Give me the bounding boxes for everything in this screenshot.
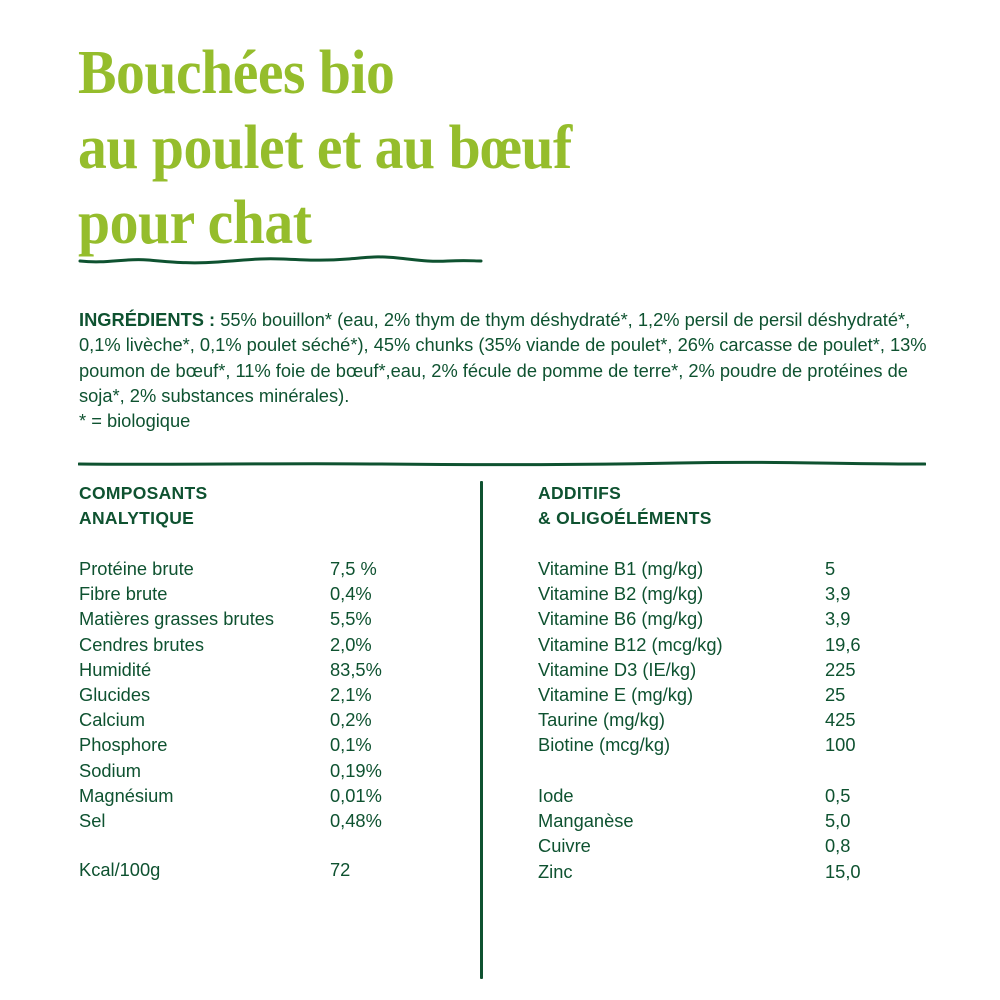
component-value: 0,19% [330,759,382,781]
additive-name: Taurine (mg/kg) [538,709,665,731]
list-item [538,783,861,808]
additive-value: 3,9 [825,583,851,605]
list-item [538,833,861,858]
list-item [79,632,382,657]
energy-list [79,857,350,882]
title-line-1: Bouchées bio [78,39,395,107]
component-name: Matières grasses brutes [79,608,275,630]
additive-name: Vitamine B6 (mg/kg) [538,608,704,630]
element-name: Cuivre [538,835,591,857]
component-name: Fibre brute [79,583,168,605]
section-divider-vertical [480,481,483,979]
additive-value: 225 [825,658,856,680]
ingredients-text [79,307,949,433]
list-item [79,808,382,833]
list-item [79,581,382,606]
analytical-components-list [79,556,382,833]
product-title [78,36,572,261]
component-value: 0,2% [330,709,372,731]
heading-line-1: COMPOSANTS [79,483,208,503]
additive-name: Vitamine D3 (IE/kg) [538,658,697,680]
list-item [538,657,861,682]
additive-value: 25 [825,683,846,705]
list-item [79,783,382,808]
component-name: Calcium [79,709,146,731]
component-name: Cendres brutes [79,633,204,655]
list-item [79,758,382,783]
heading-line-1: ADDITIFS [538,483,622,503]
component-value: 5,5% [330,608,372,630]
additive-value: 19,6 [825,633,861,655]
list-item [538,808,861,833]
component-value: 2,1% [330,683,372,705]
additive-name: Vitamine B2 (mg/kg) [538,583,704,605]
additives-heading [538,481,712,531]
title-underline-divider [78,254,483,268]
component-name: Phosphore [79,734,168,756]
element-name: Manganèse [538,810,634,832]
additive-value: 3,9 [825,608,851,630]
energy-label: Kcal/100g [79,859,161,880]
list-item [79,732,382,757]
additive-value: 425 [825,709,856,731]
component-name: Sel [79,809,106,831]
component-value: 7,5 % [330,558,377,579]
heading-line-2: ANALYTIQUE [79,508,195,528]
title-line-2: au poulet et au bœuf [78,114,572,182]
list-item [538,707,861,732]
ingredients-list: 55% bouillon* (eau, 2% thym de thym déshydraté*, 1,2% persil de persil déshydraté*, 0,1% livèche*, 0,1% poulet séché*), 45% chunks (35% viande de poulet*, 26% carcasse de poulet*, 13% poumon de bœuf*, 11% foie de bœuf*,eau, 2% fécule de pomme de terre*, 2% poudre de protéines de soja*, 2% substances minérales). [79,309,927,406]
additive-value: 100 [825,734,856,756]
element-value: 0,8 [825,835,851,857]
list-item [79,857,350,882]
component-name: Sodium [79,759,141,781]
component-name: Protéine brute [79,558,194,579]
heading-line-2: & OLIGOÉLÉMENTS [538,508,712,528]
component-value: 83,5% [330,658,382,680]
trace-elements-list [538,783,861,884]
list-item [538,682,861,707]
component-value: 0,48% [330,809,382,831]
list-item [79,606,382,631]
title-line-3: pour chat [78,189,312,257]
list-item [538,581,861,606]
additive-name: Vitamine B1 (mg/kg) [538,558,704,579]
additive-name: Biotine (mcg/kg) [538,734,671,756]
element-name: Zinc [538,860,573,882]
component-name: Humidité [79,658,152,680]
list-item [538,859,861,884]
vitamins-list [538,556,861,758]
component-value: 0,4% [330,583,372,605]
additive-value: 5 [825,558,836,579]
component-value: 2,0% [330,633,372,655]
list-item [79,682,382,707]
analytical-components-heading [79,481,207,531]
list-item [538,556,861,581]
organic-footnote: * = biologique [79,410,191,432]
list-item [79,657,382,682]
ingredients-label: INGRÉDIENTS : [79,309,216,330]
additive-name: Vitamine B12 (mcg/kg) [538,633,723,655]
component-name: Magnésium [79,784,174,806]
element-value: 15,0 [825,860,861,882]
list-item [538,732,861,757]
energy-value: 72 [330,859,351,880]
additive-name: Vitamine E (mg/kg) [538,683,694,705]
element-name: Iode [538,785,574,806]
list-item [79,556,382,581]
component-value: 0,01% [330,784,382,806]
section-divider-horizontal [78,459,926,469]
list-item [538,606,861,631]
element-value: 0,5 [825,785,851,806]
list-item [79,707,382,732]
component-name: Glucides [79,683,151,705]
element-value: 5,0 [825,810,851,832]
component-value: 0,1% [330,734,372,756]
list-item [538,632,861,657]
